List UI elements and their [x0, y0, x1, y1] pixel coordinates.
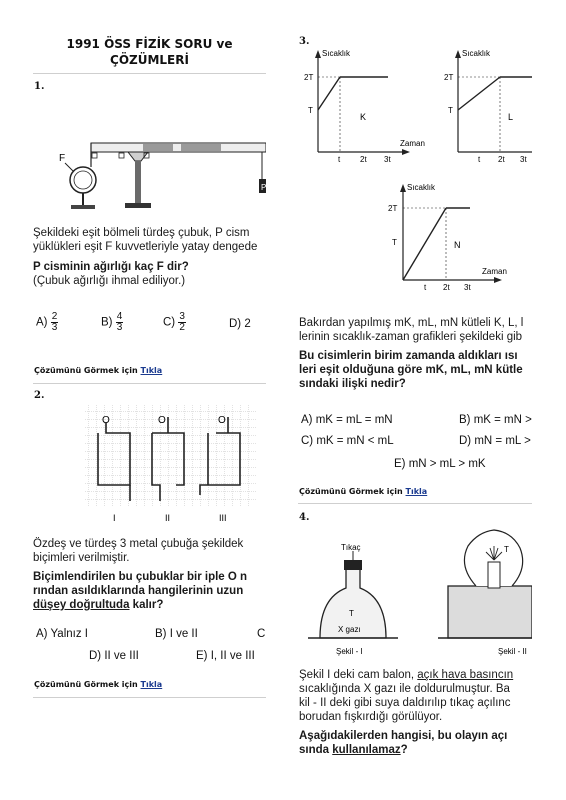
q3-separator: [298, 503, 532, 504]
pivot-o-1: O: [102, 415, 110, 426]
q3-solution-line: Çözümünü Görmek için Tıkla: [299, 487, 428, 496]
question-2-number: 2.: [34, 390, 45, 401]
graph-k-x3: 3t: [384, 155, 391, 164]
q3-option-c[interactable]: C) mK = mN < mL: [301, 435, 394, 447]
graph-l-ylabel: Sıcaklık: [462, 49, 491, 58]
q1-solution-line: Çözümünü Görmek için Tıkla: [34, 366, 163, 375]
graph-l-panel: L: [508, 112, 514, 122]
graph-k-t: T: [308, 106, 313, 115]
question-4-figure: [298, 526, 532, 660]
figure-2-temp-label: T: [504, 545, 509, 554]
shape-label-1: I: [113, 513, 116, 523]
page-title: 1991 ÖSS FİZİK SORU ve ÇÖZÜMLERİ: [66, 37, 233, 67]
q3-solution-link[interactable]: Tıkla: [405, 487, 428, 496]
q1-solution-link[interactable]: Tıkla: [140, 366, 163, 375]
question-3-graphs: [298, 44, 532, 294]
figure-1-label: Şekil - I: [336, 647, 363, 656]
stopper-label: Tıkaç: [341, 543, 361, 552]
question-2-text: Özdeş ve türdeş 3 metal çubuğa şekildek biçimleri verilmiştir. Biçimlendirilen bu çubuklar bir iple O n rından asıldıklarında hangilerinin uzun düşey doğrultuda kalır?: [33, 538, 248, 611]
question-1-text: Şekildeki eşit bölmeli türdeş çubuk, P cism yüklükleri eşit F kuvvetleriyle yatay dengede P cisminin ağırlığı kaç F dir? (Çubuk ağırlığı ihmal ediliyor.): [33, 227, 258, 287]
graph-n-t: T: [392, 238, 397, 247]
question-2-figure: [80, 403, 266, 525]
question-4-number: 4.: [299, 512, 310, 523]
shape-label-2: II: [165, 513, 171, 523]
q1-option-d[interactable]: D) 2: [229, 318, 251, 330]
q3-option-b[interactable]: B) mK = mN >: [459, 414, 532, 426]
graph-n-panel: N: [454, 240, 461, 250]
flask-temp-label: T: [349, 609, 354, 618]
question-4-text: Şekil I deki cam balon, açık hava basıncın sıcaklığında X gazı ile doldurulmuştur. Ba kil - II deki gibi suya daldırılıp tıkaç açılınc borudan fışkırdığı görülüyor. Aşağıdakilerden hangisi, bu olayın açı sında kullanılamaz?: [299, 669, 514, 756]
q2-separator: [33, 697, 266, 698]
graph-k-x2: 2t: [360, 155, 367, 164]
graph-l-x3: 3t: [520, 155, 527, 164]
graph-n-xlabel: Zaman: [482, 267, 507, 276]
graph-l-2t: 2T: [444, 73, 454, 82]
q1-option-c[interactable]: C) $\frac{3}{2}$: [163, 311, 185, 333]
q1-option-b[interactable]: B) $\frac{4}{3}$: [101, 311, 123, 333]
pivot-o-2: O: [158, 415, 166, 426]
graph-n-x2: 2t: [443, 283, 450, 292]
graph-l-x2: 2t: [498, 155, 505, 164]
graph-k-panel: K: [360, 112, 367, 122]
graph-k-x1: t: [338, 155, 341, 164]
q1-separator: [33, 383, 266, 384]
q2-option-b[interactable]: B) I ve II: [155, 628, 198, 640]
q2-solution-link[interactable]: Tıkla: [140, 680, 163, 689]
graph-n-x3: 3t: [464, 283, 471, 292]
q3-option-a[interactable]: A) mK = mL = mN: [301, 414, 393, 426]
force-label-f: F: [59, 153, 66, 164]
q2-solution-line: Çözümünü Görmek için Tıkla: [34, 680, 163, 689]
q2-option-a[interactable]: A) Yalnız I: [36, 628, 88, 640]
q2-option-e[interactable]: E) I, II ve III: [196, 650, 255, 662]
q3-option-d[interactable]: D) mN = mL >: [459, 435, 531, 447]
graph-k-2t: 2T: [304, 73, 314, 82]
question-1-number: 1.: [34, 81, 45, 92]
q2-option-c[interactable]: C: [257, 628, 266, 640]
q3-option-e[interactable]: E) mN > mL > mK: [394, 458, 486, 470]
graph-n-x1: t: [424, 283, 427, 292]
q1-option-a[interactable]: A) $\frac{2}{3}$: [36, 311, 58, 333]
question-1-figure: [33, 95, 266, 220]
object-label-p: P: [261, 183, 266, 192]
graph-n-ylabel: Sıcaklık: [407, 183, 436, 192]
pivot-o-3: O: [218, 415, 226, 426]
shape-label-3: III: [219, 513, 227, 523]
title-separator: [33, 73, 266, 74]
graph-l-t: T: [448, 106, 453, 115]
figure-2-label: Şekil - II: [498, 647, 527, 656]
question-3-number: 3.: [299, 36, 310, 47]
q2-option-d[interactable]: D) II ve III: [89, 650, 139, 662]
graph-k-xlabel: Zaman: [400, 139, 425, 148]
gas-label: X gazı: [338, 625, 361, 634]
graph-n-2t: 2T: [388, 204, 398, 213]
graph-l-x1: t: [478, 155, 481, 164]
graph-k-ylabel: Sıcaklık: [322, 49, 351, 58]
question-3-text: Bakırdan yapılmış mK, mL, mN kütleli K, L, l lerinin sıcaklık-zaman grafikleri şekildeki gib Bu cisimlerin birim zamanda aldıkları ısı leri eşit olduğuna göre mK, mL, mN kütle sındaki ilişki nedir?: [299, 317, 524, 390]
